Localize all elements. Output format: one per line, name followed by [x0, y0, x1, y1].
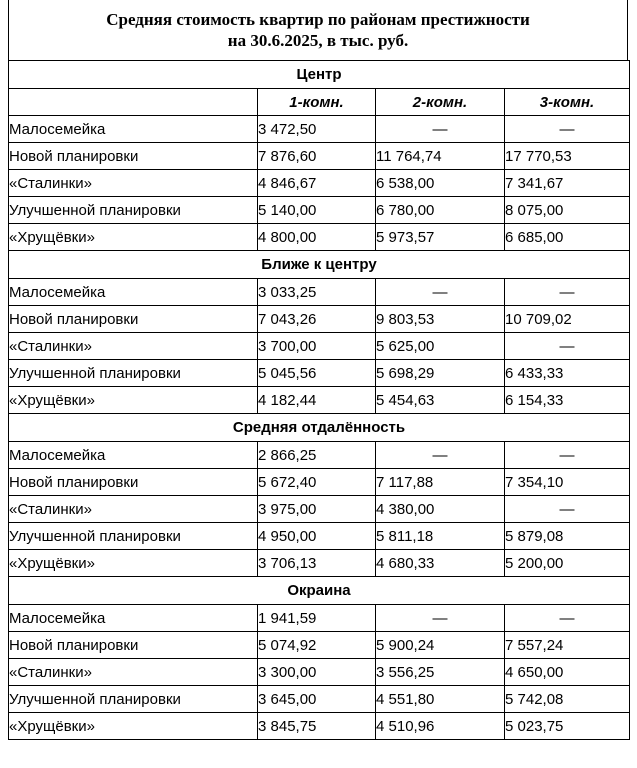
section-title: Окраина [9, 577, 630, 605]
apartment-type-cell: Новой планировки [9, 306, 258, 333]
price-cell-2-room: 4 551,80 [376, 686, 505, 713]
apartment-type-cell: Новой планировки [9, 143, 258, 170]
table-row [9, 659, 630, 686]
price-cell-1-room: 7 876,60 [258, 143, 376, 170]
price-cell-1-room: 4 950,00 [258, 523, 376, 550]
apartment-type-cell: «Хрущёвки» [9, 713, 258, 740]
apartment-type-cell: Малосемейка [9, 442, 258, 469]
price-cell-2-room: — [376, 605, 505, 632]
section-header-row [9, 577, 630, 605]
price-cell-1-room: 4 182,44 [258, 387, 376, 414]
price-cell-2-room: 4 680,33 [376, 550, 505, 577]
price-cell-1-room: 3 645,00 [258, 686, 376, 713]
apartment-type-cell: «Хрущёвки» [9, 550, 258, 577]
price-cell-2-room: 7 117,88 [376, 469, 505, 496]
apartment-type-cell: Улучшенной планировки [9, 197, 258, 224]
price-cell-2-room: 5 811,18 [376, 523, 505, 550]
table-row [9, 224, 630, 251]
table-row [9, 143, 630, 170]
apartment-type-cell: Улучшенной планировки [9, 523, 258, 550]
table-row [9, 686, 630, 713]
price-cell-3-room: 5 879,08 [505, 523, 630, 550]
price-cell-1-room: 3 845,75 [258, 713, 376, 740]
price-cell-2-room: 5 698,29 [376, 360, 505, 387]
price-cell-3-room: 6 685,00 [505, 224, 630, 251]
price-cell-1-room: 5 045,56 [258, 360, 376, 387]
apartment-type-cell: Малосемейка [9, 279, 258, 306]
column-header-empty [9, 89, 258, 116]
price-cell-2-room: 11 764,74 [376, 143, 505, 170]
apartment-type-cell: «Хрущёвки» [9, 387, 258, 414]
price-cell-1-room: 5 140,00 [258, 197, 376, 224]
table-title-line-2: на 30.6.2025, в тыс. руб. [227, 31, 409, 50]
section-header-row [9, 414, 630, 442]
apartment-type-cell: «Хрущёвки» [9, 224, 258, 251]
price-cell-1-room: 3 706,13 [258, 550, 376, 577]
apartment-type-cell: «Сталинки» [9, 333, 258, 360]
price-cell-2-room: 4 510,96 [376, 713, 505, 740]
price-cell-3-room: — [505, 116, 630, 143]
price-cell-2-room: 4 380,00 [376, 496, 505, 523]
price-cell-3-room: — [505, 605, 630, 632]
column-header-row [9, 89, 630, 116]
price-cell-1-room: 3 300,00 [258, 659, 376, 686]
price-cell-3-room: — [505, 333, 630, 360]
section-title: Средняя отдалённость [9, 414, 630, 442]
price-cell-1-room: 3 033,25 [258, 279, 376, 306]
apartment-type-cell: «Сталинки» [9, 659, 258, 686]
table-row [9, 360, 630, 387]
price-cell-1-room: 3 700,00 [258, 333, 376, 360]
price-cell-3-room: 17 770,53 [505, 143, 630, 170]
price-cell-3-room: — [505, 496, 630, 523]
price-cell-1-room: 4 846,67 [258, 170, 376, 197]
column-header-1-room: 1-комн. [258, 89, 376, 116]
price-cell-3-room: 7 354,10 [505, 469, 630, 496]
price-cell-3-room: 6 154,33 [505, 387, 630, 414]
price-cell-2-room: — [376, 442, 505, 469]
price-cell-1-room: 3 472,50 [258, 116, 376, 143]
price-cell-3-room: 7 557,24 [505, 632, 630, 659]
price-cell-1-room: 5 074,92 [258, 632, 376, 659]
price-table-body [9, 61, 630, 740]
table-row [9, 632, 630, 659]
table-row [9, 333, 630, 360]
price-cell-2-room: 5 454,63 [376, 387, 505, 414]
price-cell-3-room: 7 341,67 [505, 170, 630, 197]
price-cell-2-room: 5 900,24 [376, 632, 505, 659]
price-cell-3-room: 5 023,75 [505, 713, 630, 740]
price-cell-3-room: 8 075,00 [505, 197, 630, 224]
price-cell-2-room: 9 803,53 [376, 306, 505, 333]
table-title [8, 0, 628, 60]
apartment-type-cell: Новой планировки [9, 469, 258, 496]
apartment-type-cell: Малосемейка [9, 605, 258, 632]
table-row [9, 306, 630, 333]
column-header-3-room: 3-комн. [505, 89, 630, 116]
apartment-type-cell: «Сталинки» [9, 496, 258, 523]
price-cell-3-room: 5 200,00 [505, 550, 630, 577]
column-header-2-room: 2-комн. [376, 89, 505, 116]
table-row [9, 116, 630, 143]
price-cell-1-room: 2 866,25 [258, 442, 376, 469]
table-row [9, 605, 630, 632]
table-row [9, 496, 630, 523]
price-cell-1-room: 1 941,59 [258, 605, 376, 632]
price-cell-3-room: 4 650,00 [505, 659, 630, 686]
section-header-row [9, 61, 630, 89]
table-row [9, 523, 630, 550]
price-cell-3-room: 10 709,02 [505, 306, 630, 333]
price-table [8, 60, 630, 740]
price-cell-1-room: 3 975,00 [258, 496, 376, 523]
table-row [9, 170, 630, 197]
table-row [9, 279, 630, 306]
table-row [9, 387, 630, 414]
price-cell-2-room: 3 556,25 [376, 659, 505, 686]
price-cell-2-room: 6 780,00 [376, 197, 505, 224]
price-cell-1-room: 7 043,26 [258, 306, 376, 333]
price-cell-2-room: 5 973,57 [376, 224, 505, 251]
price-cell-3-room: 6 433,33 [505, 360, 630, 387]
price-cell-2-room: — [376, 279, 505, 306]
apartment-type-cell: Улучшенной планировки [9, 360, 258, 387]
section-header-row [9, 251, 630, 279]
price-cell-3-room: 5 742,08 [505, 686, 630, 713]
price-cell-2-room: — [376, 116, 505, 143]
section-title: Ближе к центру [9, 251, 630, 279]
table-row [9, 713, 630, 740]
apartment-type-cell: Новой планировки [9, 632, 258, 659]
table-title-line-1: Средняя стоимость квартир по районам престижности [106, 10, 530, 29]
price-cell-2-room: 6 538,00 [376, 170, 505, 197]
table-row [9, 469, 630, 496]
price-cell-3-room: — [505, 279, 630, 306]
apartment-type-cell: Улучшенной планировки [9, 686, 258, 713]
section-title: Центр [9, 61, 630, 89]
table-row [9, 442, 630, 469]
price-cell-1-room: 5 672,40 [258, 469, 376, 496]
price-cell-3-room: — [505, 442, 630, 469]
table-row [9, 197, 630, 224]
table-row [9, 550, 630, 577]
price-cell-2-room: 5 625,00 [376, 333, 505, 360]
apartment-type-cell: Малосемейка [9, 116, 258, 143]
apartment-type-cell: «Сталинки» [9, 170, 258, 197]
price-cell-1-room: 4 800,00 [258, 224, 376, 251]
